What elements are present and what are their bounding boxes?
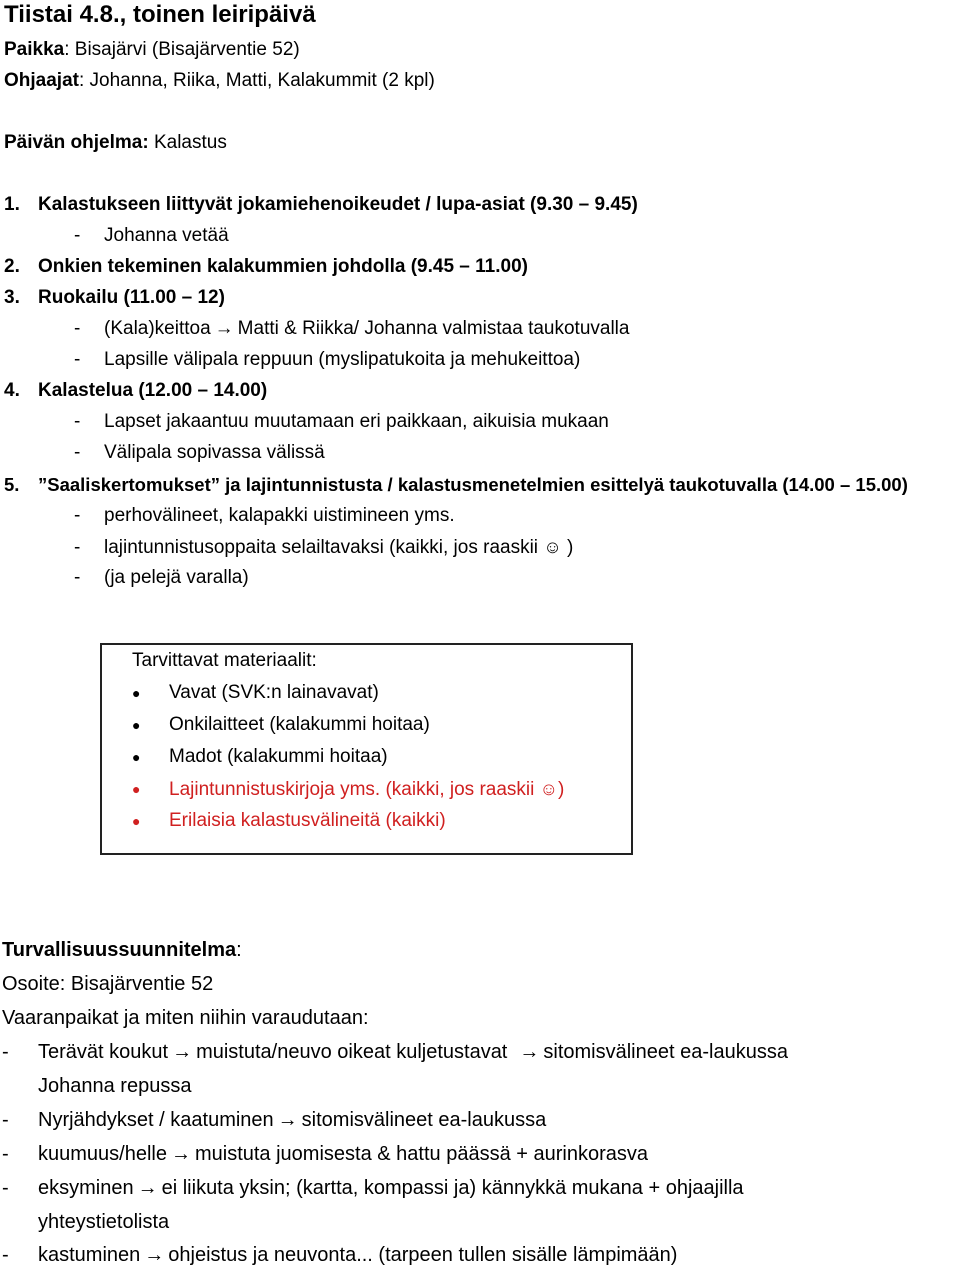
sub-text: (Kala)keittoa (104, 318, 211, 339)
hazard-row (2, 1242, 677, 1268)
dash: - (74, 318, 81, 339)
sub-item (74, 566, 249, 590)
dash: - (74, 411, 81, 432)
hazard-row (2, 1039, 788, 1065)
item-number: 1. (4, 194, 20, 215)
materials-item: Erilaisia kalastusvälineitä (kaikki) (169, 810, 446, 831)
arrow-right-icon: → (170, 1143, 191, 1165)
materials-item: Madot (kalakummi hoitaa) (169, 746, 388, 767)
program-item-4 (4, 379, 267, 403)
hazard-text: kuumuus/helle (38, 1143, 167, 1165)
safety-address: Osoite: Bisajärventie 52 (2, 973, 214, 995)
sub-item (74, 410, 609, 434)
dash: - (74, 537, 81, 558)
hazard-text: eksyminen (38, 1177, 134, 1199)
materials-text: Lajintunnistuskirjoja yms. (kaikki, jos raaskii (169, 779, 535, 800)
sub-item (74, 441, 325, 465)
item-number: 4. (4, 380, 20, 401)
item-text: Kalastelua (12.00 – 14.00) (38, 380, 268, 401)
hazard-text: sitomisvälineet ea-laukussa (543, 1041, 788, 1063)
dash: - (74, 225, 81, 246)
bullet-icon: ● (132, 685, 141, 701)
sub-item (74, 224, 229, 248)
hazard-row (2, 1141, 648, 1167)
sub-item (74, 535, 573, 560)
page-title: Tiistai 4.8., toinen leiripäivä (4, 1, 316, 28)
dash: - (2, 1143, 9, 1165)
smiley-icon: ☺ (539, 779, 559, 799)
dash: - (74, 505, 81, 526)
sub-text: Välipala sopivassa välissä (104, 442, 325, 463)
bullet-icon: ● (132, 749, 141, 765)
place-value: : Bisajärvi (Bisajärventie 52) (64, 39, 300, 60)
safety-heading-line (2, 937, 242, 963)
leaders-value: : Johanna, Riika, Matti, Kalakummit (2 kpl) (78, 70, 435, 91)
sub-text: ) (566, 537, 574, 558)
safety-hazards-label: Vaaranpaikat ja miten niihin varaudutaan: (2, 1007, 369, 1029)
hazard-continuation: yhteystietolista (38, 1211, 170, 1233)
item-number: 5. (4, 474, 20, 495)
item-number: 2. (4, 256, 20, 277)
materials-item: Vavat (SVK:n lainavavat) (169, 682, 379, 703)
program-item-3 (4, 286, 225, 310)
hazard-continuation: Johanna repussa (38, 1075, 192, 1097)
dash: - (2, 1109, 9, 1131)
materials-item: Onkilaitteet (kalakummi hoitaa) (169, 714, 430, 735)
place-line (4, 38, 300, 62)
sub-item (74, 504, 455, 528)
arrow-right-icon: → (144, 1244, 165, 1266)
hazard-text: Terävät koukut (38, 1041, 169, 1063)
sub-text: Johanna vetää (104, 225, 229, 246)
materials-box (100, 643, 633, 855)
item-text: Kalastukseen liittyvät jokamiehenoikeudet / lupa-asiat (9.30 – 9.45) (38, 194, 638, 215)
dash: - (2, 1041, 9, 1063)
bullet-icon: ● (132, 717, 141, 733)
arrow-right-icon: → (277, 1109, 298, 1131)
sub-item (74, 317, 629, 341)
program-label: Päivän ohjelma: (4, 132, 149, 153)
hazard-text: muistuta/neuvo oikeat kuljetustavat (196, 1041, 508, 1063)
dash: - (2, 1244, 9, 1266)
materials-item (169, 777, 564, 802)
hazard-text: ei liikuta yksin; (kartta, kompassi ja) kännykkä mukana + ohjaajilla (161, 1177, 744, 1199)
sub-text: Lapset jakaantuu muutamaan eri paikkaan, aikuisia mukaan (104, 411, 609, 432)
dash: - (74, 567, 81, 588)
leaders-line (4, 69, 435, 93)
arrow-right-icon: → (214, 318, 234, 339)
dash: - (74, 442, 81, 463)
program-item-5 (4, 473, 908, 497)
sub-text: lajintunnistusoppaita selailtavaksi (kaikki, jos raaskii (104, 537, 539, 558)
sub-text: (ja pelejä varalla) (104, 567, 249, 588)
place-label: Paikka (4, 39, 65, 60)
leaders-label: Ohjaajat (4, 70, 79, 91)
item-text: ”Saaliskertomukset” ja lajintunnistusta / kalastusmenetelmien esittelyä taukotuvalla (14.00 – 15.00) (38, 474, 908, 495)
safety-colon: : (236, 939, 242, 961)
program-line (4, 131, 227, 155)
item-number: 3. (4, 287, 20, 308)
materials-heading: Tarvittavat materiaalit: (132, 650, 317, 671)
hazard-text: sitomisvälineet ea-laukussa (301, 1109, 547, 1131)
program-item-1 (4, 193, 638, 217)
hazard-text: kastuminen (38, 1244, 141, 1266)
sub-text: Matti & Riikka/ Johanna valmistaa taukotuvalla (237, 318, 630, 339)
sub-item (74, 348, 580, 372)
hazard-row (2, 1107, 546, 1133)
sub-text: Lapsille välipala reppuun (myslipatukoita ja mehukeittoa) (104, 349, 581, 370)
bullet-icon: ● (132, 781, 141, 797)
dash: - (2, 1177, 9, 1199)
program-item-2 (4, 255, 528, 279)
arrow-right-icon: → (172, 1041, 193, 1063)
item-text: Ruokailu (11.00 – 12) (38, 287, 225, 308)
program-value: Kalastus (153, 132, 227, 153)
item-text: Onkien tekeminen kalakummien johdolla (9.45 – 11.00) (38, 256, 528, 277)
hazard-text: Nyrjähdykset / kaatuminen (38, 1109, 274, 1131)
dash: - (74, 349, 81, 370)
close-paren: ) (558, 779, 565, 800)
hazard-text: muistuta juomisesta & hattu päässä + aurinkorasva (194, 1143, 648, 1165)
hazard-row (2, 1175, 744, 1201)
arrow-right-icon: → (519, 1041, 540, 1063)
smiley-icon: ☺ (543, 537, 562, 557)
bullet-icon: ● (132, 813, 141, 829)
safety-heading: Turvallisuussuunnitelma (2, 939, 237, 961)
arrow-right-icon: → (137, 1177, 158, 1199)
sub-text: perhovälineet, kalapakki uistimineen yms. (104, 505, 455, 526)
hazard-text: ohjeistus ja neuvonta... (tarpeen tullen sisälle lämpimään) (168, 1244, 678, 1266)
